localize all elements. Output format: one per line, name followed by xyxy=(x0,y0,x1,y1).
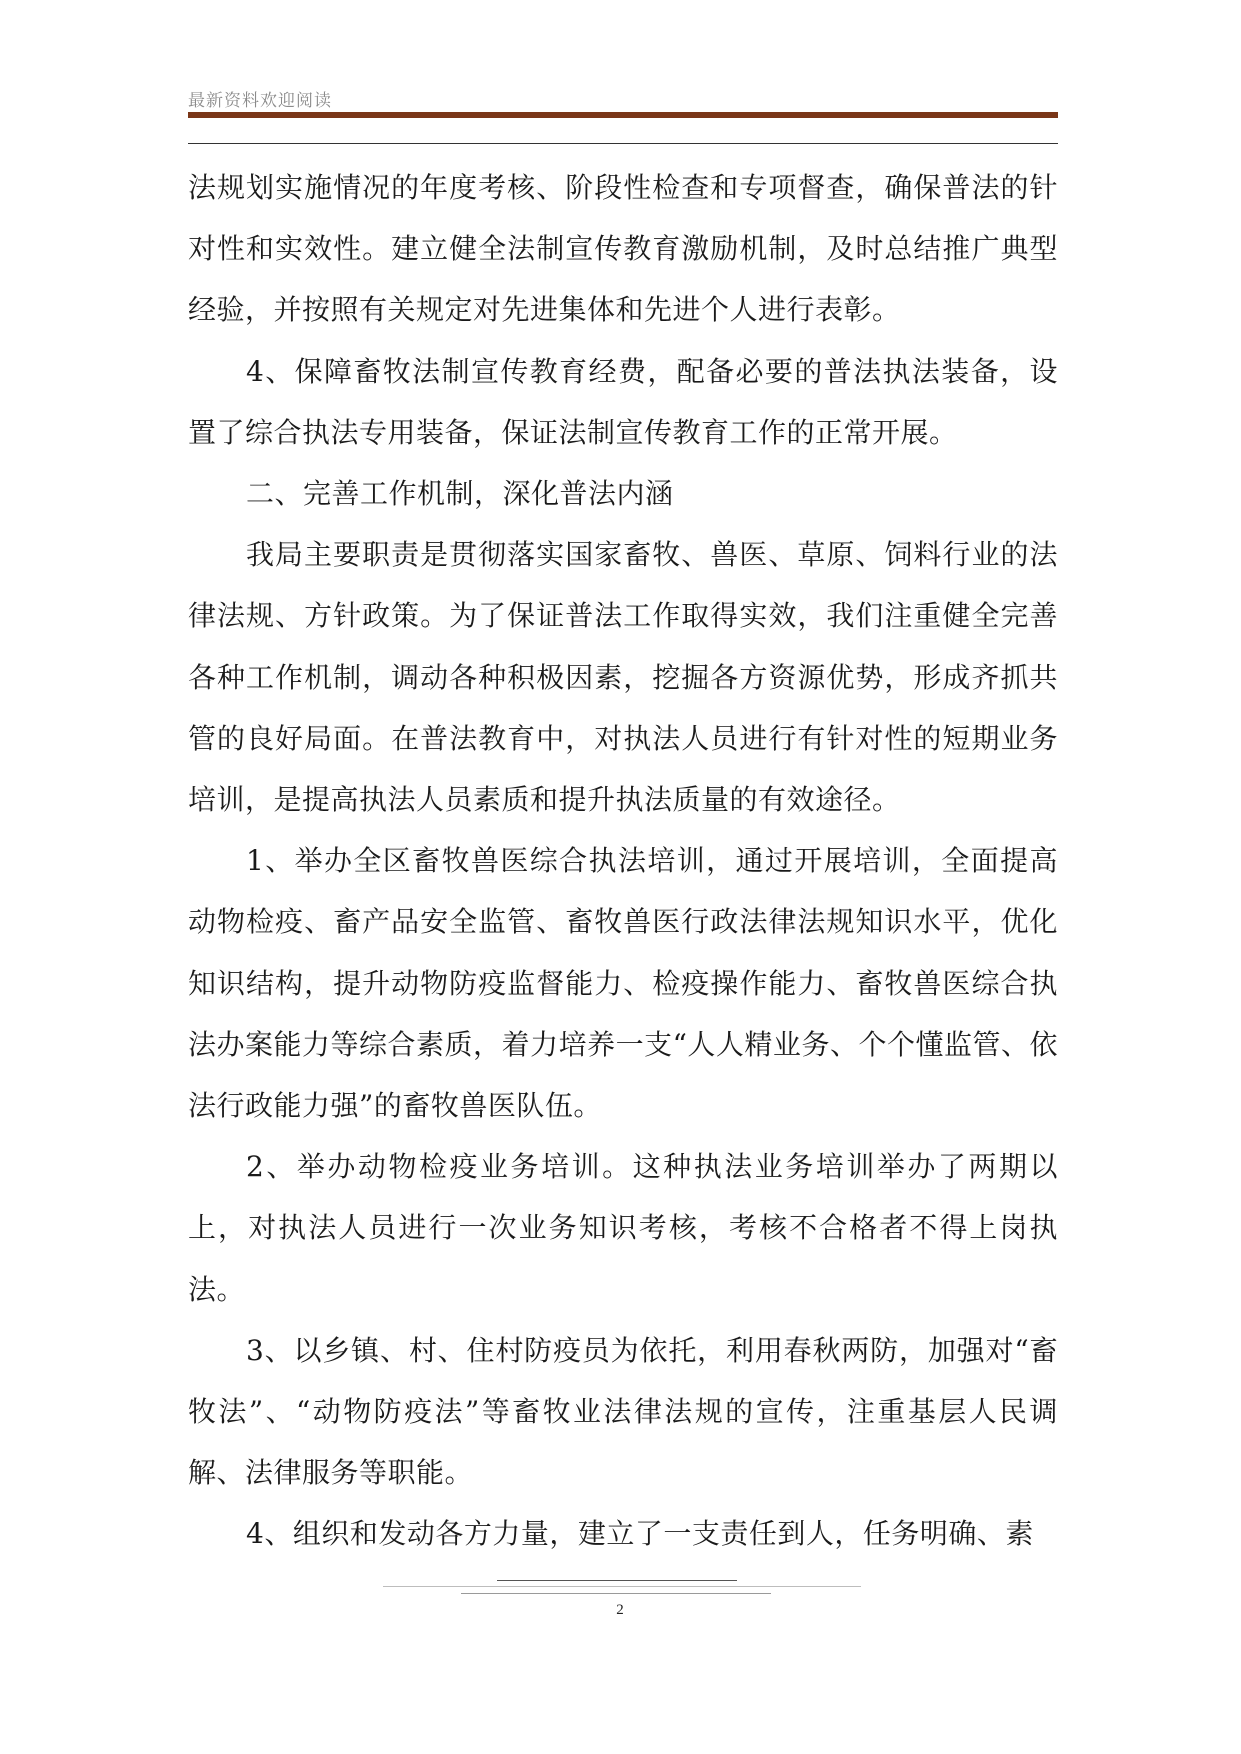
document-body xyxy=(188,157,1058,1565)
section-heading-2: 二、完善工作机制，深化普法内涵 xyxy=(246,477,674,511)
page-number: 2 xyxy=(616,1602,624,1618)
paragraph-duties: 我局主要职责是贯彻落实国家畜牧、兽医、草原、饲料行业的法律法规、方针政策。为了保证普法工作取得实效，我们注重健全完善各种工作机制，调动各种积极因素，挖掘各方资源优势，形成齐抓共管的良好局面。在普法教育中，对执法人员进行有针对性的短期业务培训，是提高执法人员素质和提升执法质量的有效途径。 xyxy=(188,538,1058,817)
paragraph-item-1-training: 1、举办全区畜牧兽医综合执法培训，通过开展培训，全面提高动物检疫、畜产品安全监管、畜牧兽医行政法律法规知识水平，优化知识结构，提升动物防疫监督能力、检疫操作能力、畜牧兽医综合执法办案能力等综合素质，着力培养一支“人人精业务、个个懂监管、依法行政能力强”的畜牧兽医队伍。 xyxy=(188,844,1058,1123)
header-rule-thin xyxy=(188,143,1058,144)
footer-rule-inner xyxy=(461,1593,771,1594)
paragraph-continuation: 法规划实施情况的年度考核、阶段性检查和专项督查，确保普法的针对性和实效性。建立健全法制宣传教育激励机制，及时总结推广典型经验，并按照有关规定对先进集体和先进个人进行表彰。 xyxy=(188,171,1058,327)
header-rule-thick xyxy=(188,112,1058,118)
paragraph-item-3-publicity: 3、以乡镇、村、住村防疫员为依托，利用春秋两防，加强对“畜牧法”、“动物防疫法”等畜牧业法律法规的宣传，注重基层人民调解、法律服务等职能。 xyxy=(188,1333,1058,1490)
paragraph-item-4-funding: 4、保障畜牧法制宣传教育经费，配备必要的普法执法装备，设置了综合执法专用装备，保证法制宣传教育工作的正常开展。 xyxy=(188,354,1058,449)
paragraph-item-4-organize: 4、组织和发动各方力量，建立了一支责任到人，任务明确、素 xyxy=(246,1517,1034,1551)
footer-rule-top xyxy=(497,1580,737,1581)
header-title: 最新资料欢迎阅读 xyxy=(188,91,332,111)
paragraph-item-2-quarantine-training: 2、举办动物检疫业务培训。这种执法业务培训举办了两期以上，对执法人员进行一次业务知识考核，考核不合格者不得上岗执法。 xyxy=(188,1150,1058,1306)
footer-rule-outer xyxy=(383,1586,861,1587)
